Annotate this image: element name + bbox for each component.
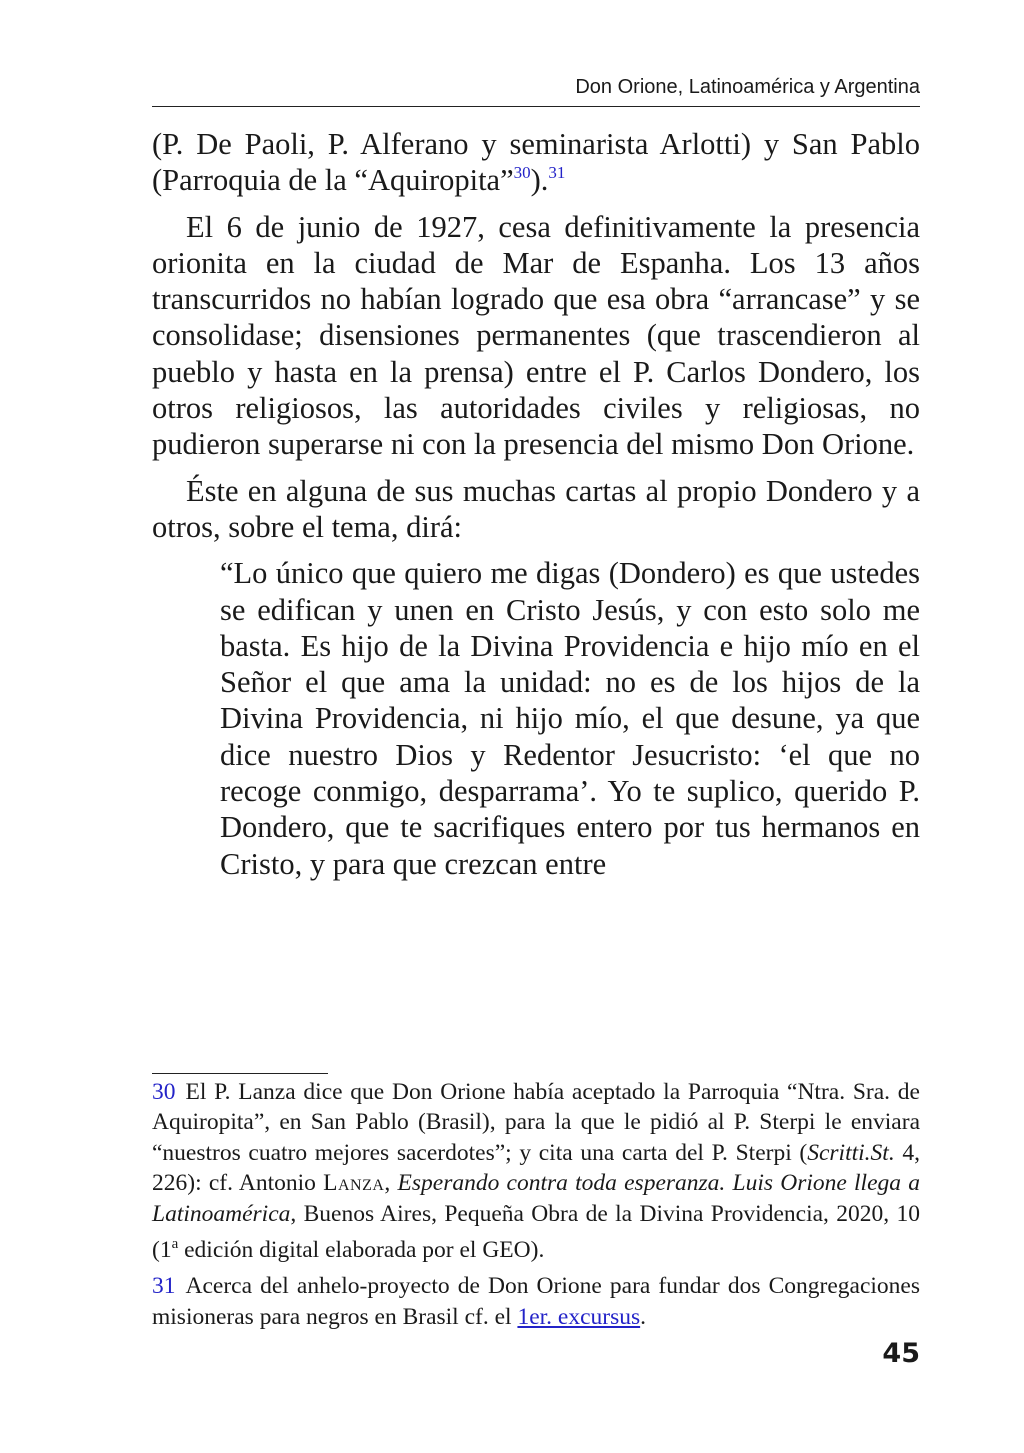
footnote-text: El P. Lanza dice que Don Orione había aceptado la Parroquia “Ntra. Sra. de Aquiropita”, en San Pablo (Brasil), para la que le pidió al P. Sterpi le enviara “nuestros cuatro mejores sacerdotes”; y cita una carta del P. Sterpi (: [152, 1079, 920, 1166]
paragraph: El 6 de junio de 1927, cesa definitivamente la presencia orionita en la ciudad de Mar de Espanha. Los 13 años transcurridos no habían logrado que esa obra “arrancase” y se consolidase; disensiones permanentes (que trascendieron al pueblo y hasta en la prensa) entre el P. Carlos Dondero, los otros religiosos, las autoridades civiles y religiosas, no pudieron superarse ni con la presencia del mismo Don Orione.: [152, 209, 920, 462]
footnote-text: Acerca del anhelo-proyecto de Don Orione para fundar dos Congregaciones misioneras para negros en Brasil cf. el: [152, 1273, 920, 1330]
paragraph-continuation: [152, 126, 920, 199]
page-number: 45: [882, 1338, 920, 1369]
running-title: Don Orione, Latinoamérica y Argentina: [575, 76, 920, 98]
excursus-link[interactable]: 1er. excursus: [517, 1303, 641, 1330]
author-name: Lanza: [323, 1170, 385, 1197]
footnote-ref-31[interactable]: 31: [548, 163, 566, 183]
paragraph-text: (P. De Paoli, P. Alferano y seminarista Arlotti) y San Pablo (Parroquia de la “Aquiropita”: [152, 127, 920, 198]
footnote-text: ,: [384, 1170, 398, 1197]
ordinal-superscript: a: [171, 1236, 179, 1253]
footnote-text: edición digital elaborada por el GEO).: [178, 1236, 545, 1263]
footnote-number[interactable]: 31: [152, 1273, 176, 1300]
book-title: Esperando contra toda esperanza. Luis Orione llega a Latinoamérica: [152, 1170, 920, 1227]
footnote-ref-30[interactable]: 30: [513, 163, 531, 183]
footnote-italic-ref: Scritti.St.: [807, 1139, 895, 1166]
footnote-text: 4, 226): cf. Antonio: [152, 1139, 920, 1197]
footnote-text: , Buenos Aires, Pequeña Obra de la Divina Providencia, 2020, 10 (1: [152, 1200, 920, 1263]
footnote-number[interactable]: 30: [152, 1079, 176, 1105]
footnote-divider: [152, 1073, 328, 1074]
running-header: [152, 74, 920, 100]
footnote-text: .: [640, 1303, 646, 1330]
footnote-31: [152, 1271, 920, 1332]
footnote-30: [152, 1077, 920, 1265]
paragraph-text-end: ).: [530, 163, 549, 198]
main-text: [152, 126, 920, 882]
paragraph: Éste en alguna de sus muchas cartas al propio Dondero y a otros, sobre el tema, dirá:: [152, 473, 920, 544]
block-quote: “Lo único que quiero me digas (Dondero) es que ustedes se edifican y unen en Cristo Jesús, y con esto solo me basta. Es hijo de la Divina Providencia e hijo mío en el Señor el que ama la unidad: no es de los hijos de la Divina Providencia, ni hijo mío, el que desune, ya que dice nuestro Dios y Redentor Jesucristo: ‘el que no recoge conmigo, desparrama’. Yo te suplico, querido P. Dondero, que te sacrifiques entero por tus hermanos en Cristo, y para que crezcan entre: [220, 556, 920, 881]
header-divider: [152, 106, 920, 107]
footnotes: [152, 1077, 920, 1332]
